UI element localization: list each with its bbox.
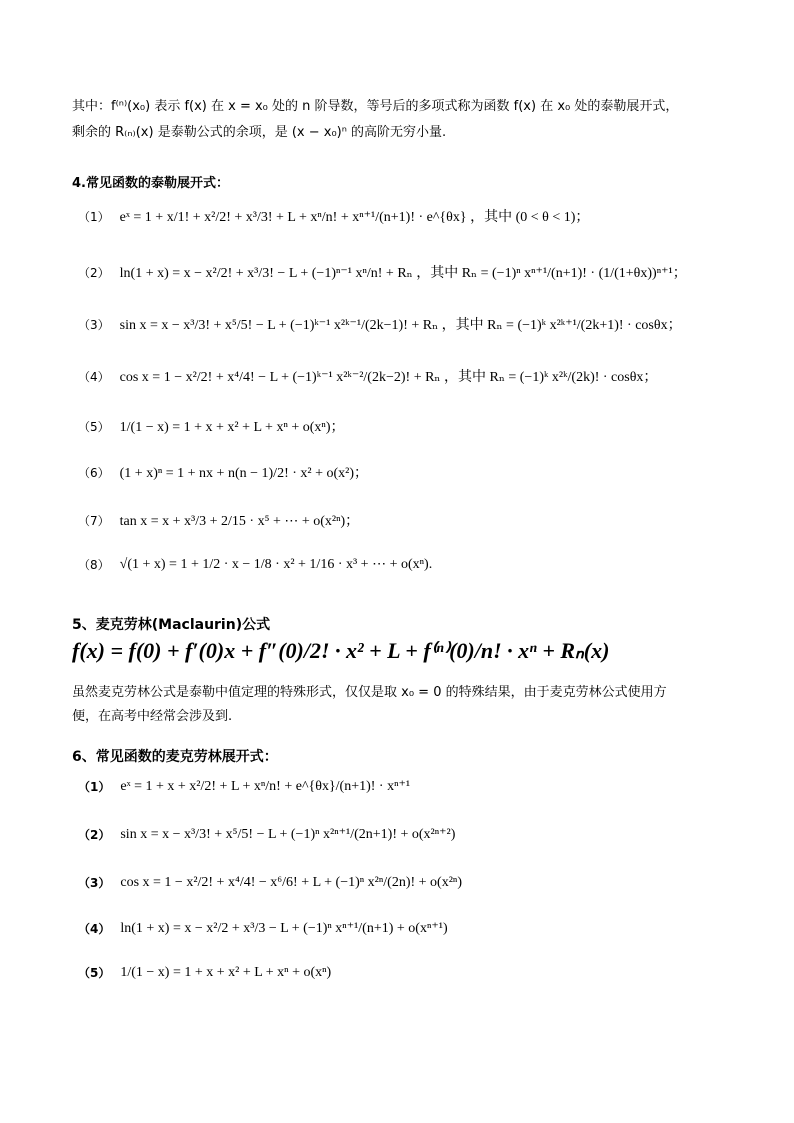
section5-para-line-1: 虽然麦克劳林公式是泰勒中值定理的特殊形式，仅仅是取 x₀ = 0 的特殊结果，由于麦克劳林公式使用方 — [72, 685, 667, 700]
s4-item-2-label: （2） — [78, 265, 110, 280]
s6-item-4-formula: ln(1 + x) = x − x²/2 + x³/3 − L + (−1)ⁿ xⁿ⁺¹/(n+1) + o(xⁿ⁺¹) — [120, 921, 448, 936]
s6-item-1-formula: eˣ = 1 + x + x²/2! + L + xⁿ/n! + e^{θx}/(n+1)! · xⁿ⁺¹ — [120, 779, 411, 794]
s6-item-3-formula: cos x = 1 − x²/2! + x⁴/4! − x⁶/6! + L + (−1)ⁿ x²ⁿ/(2n)! + o(x²ⁿ) — [120, 874, 462, 890]
s4-item-3 — [78, 314, 682, 334]
intro-line-2: 剩余的 R₍ₙ₎(x) 是泰勒公式的余项，是 (x − x₀)ⁿ 的高阶无穷小量. — [72, 125, 447, 140]
s4-item-7-label: （7） — [78, 513, 110, 528]
section5-title: 5、麦克劳林(Maclaurin)公式 — [72, 617, 271, 633]
section6-title: 6、常见函数的麦克劳林展开式： — [72, 749, 278, 765]
s4-item-3-label: （3） — [78, 317, 110, 332]
s4-item-8-formula: √(1 + x) = 1 + 1/2 · x − 1/8 · x² + 1/16 · x³ + ⋯ + o(xⁿ). — [119, 557, 433, 572]
s6-item-4 — [78, 920, 448, 937]
s4-item-3-formula: sin x = x − x³/3! + x⁵/5! − L + (−1)ᵏ⁻¹ x²ᵏ⁻¹/(2k−1)! + Rₙ ，其中 Rₙ = (−1)ᵏ x²ᵏ⁺¹/(2k+1)! · cosθx； — [119, 318, 682, 333]
maclaurin-formula: f(x) = f(0) + f′(0)x + f″(0)/2! · x² + L + f⁽ⁿ⁾(0)/n! · xⁿ + Rₙ(x) — [72, 638, 610, 663]
intro-line-1: 其中：f⁽ⁿ⁾(x₀) 表示 f(x) 在 x = x₀ 处的 n 阶导数，等号后的多项式称为函数 f(x) 在 x₀ 处的泰勒展开式， — [72, 99, 679, 114]
s6-item-4-label: （4） — [78, 922, 111, 936]
s4-item-5 — [78, 416, 345, 436]
s4-item-7-formula: tan x = x + x³/3 + 2/15 · x⁵ + ⋯ + o(x²ⁿ)； — [119, 514, 360, 529]
s4-item-2-formula: ln(1 + x) = x − x²/2! + x³/3! − L + (−1)ⁿ⁻¹ xⁿ/n! + Rₙ ，其中 Rₙ = (−1)ⁿ xⁿ⁺¹/(n+1)! · (1/(1+θx))ⁿ⁺¹； — [119, 266, 687, 281]
s4-item-4-formula: cos x = 1 − x²/2! + x⁴/4! − L + (−1)ᵏ⁻¹ x²ᵏ⁻²/(2k−2)! + Rₙ ，其中 Rₙ = (−1)ᵏ x²ᵏ/(2k)! · cosθx； — [119, 370, 658, 385]
s4-item-1-formula: eˣ = 1 + x/1! + x²/2! + x³/3! + L + xⁿ/n! + xⁿ⁺¹/(n+1)! · e^{θx} ，其中 (0 < θ < 1)； — [119, 210, 590, 225]
s6-item-2-formula: sin x = x − x³/3! + x⁵/5! − L + (−1)ⁿ x²ⁿ⁺¹/(2n+1)! + o(x²ⁿ⁺²) — [120, 827, 456, 842]
s4-item-4-label: （4） — [78, 369, 110, 384]
s4-item-5-formula: 1/(1 − x) = 1 + x + x² + L + xⁿ + o(xⁿ)； — [119, 420, 345, 435]
s6-item-5 — [78, 964, 331, 981]
s4-item-8 — [78, 556, 432, 573]
s4-item-5-label: （5） — [78, 419, 110, 434]
s4-item-6 — [78, 462, 368, 482]
s4-item-4 — [78, 366, 657, 386]
s4-item-8-label: （8） — [78, 558, 110, 572]
s4-item-1-label: （1） — [78, 209, 110, 224]
section4-title: 4.常见函数的泰勒展开式： — [72, 176, 229, 191]
s6-item-5-label: （5） — [78, 966, 111, 980]
s4-item-7 — [78, 510, 359, 530]
s6-item-2-label: （2） — [78, 828, 111, 842]
s4-item-2 — [78, 262, 687, 282]
s6-item-1-label: （1） — [78, 780, 111, 794]
s4-item-1 — [78, 206, 589, 226]
s4-item-6-label: （6） — [78, 465, 110, 480]
s6-item-5-formula: 1/(1 − x) = 1 + x + x² + L + xⁿ + o(xⁿ) — [120, 964, 332, 980]
section5-para-line-2: 便，在高考中经常会涉及到. — [72, 709, 233, 724]
s6-item-3 — [78, 874, 462, 891]
s6-item-3-label: （3） — [78, 876, 111, 890]
s4-item-6-formula: (1 + x)ⁿ = 1 + nx + n(n − 1)/2! · x² + o(x²)； — [119, 466, 369, 481]
s6-item-1 — [78, 778, 410, 795]
s6-item-2 — [78, 826, 455, 843]
